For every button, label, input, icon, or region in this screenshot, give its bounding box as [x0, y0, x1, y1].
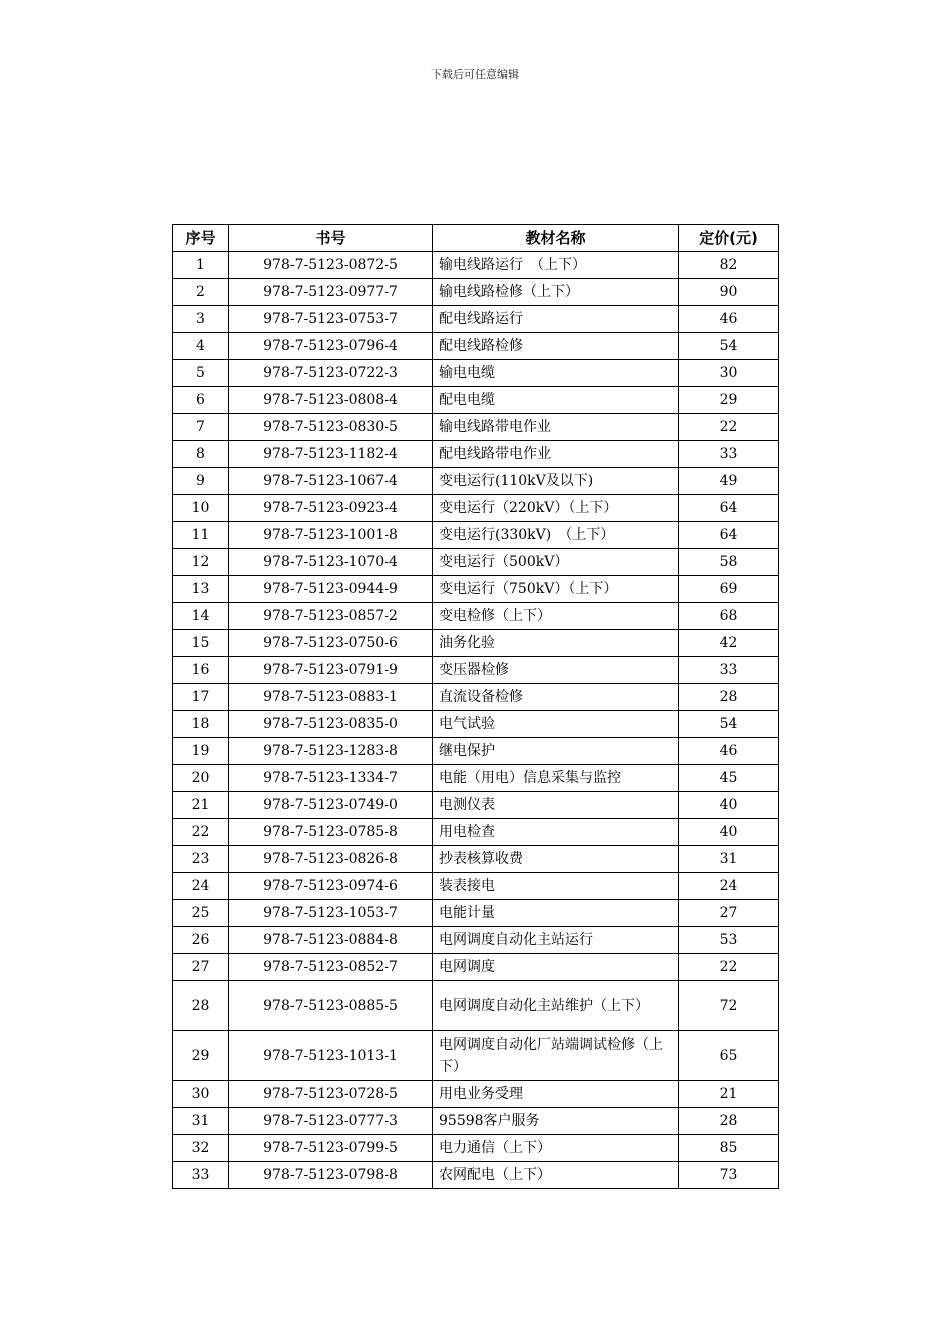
row-number: 5 [173, 360, 229, 387]
row-number: 23 [173, 846, 229, 873]
book-isbn: 978-7-5123-0884-8 [229, 927, 433, 954]
book-title: 电测仪表 [433, 792, 679, 819]
row-number: 21 [173, 792, 229, 819]
row-number: 7 [173, 414, 229, 441]
row-number: 15 [173, 630, 229, 657]
table-row [173, 819, 779, 846]
row-number: 27 [173, 954, 229, 981]
textbook-table [172, 224, 779, 1189]
book-price: 73 [679, 1162, 779, 1189]
book-isbn: 978-7-5123-0885-5 [229, 981, 433, 1031]
table-row [173, 387, 779, 414]
book-isbn: 978-7-5123-0944-9 [229, 576, 433, 603]
book-isbn: 978-7-5123-1001-8 [229, 522, 433, 549]
book-price: 58 [679, 549, 779, 576]
book-title: 装表接电 [433, 873, 679, 900]
book-price: 64 [679, 495, 779, 522]
page-header: 下载后可任意编辑 [431, 68, 519, 81]
row-number: 3 [173, 306, 229, 333]
row-number: 26 [173, 927, 229, 954]
table-row [173, 1031, 779, 1081]
book-isbn: 978-7-5123-0728-5 [229, 1081, 433, 1108]
row-number: 18 [173, 711, 229, 738]
book-price: 49 [679, 468, 779, 495]
book-price: 42 [679, 630, 779, 657]
book-price: 22 [679, 954, 779, 981]
row-number: 31 [173, 1108, 229, 1135]
table-row [173, 414, 779, 441]
book-title: 继电保护 [433, 738, 679, 765]
book-isbn: 978-7-5123-1334-7 [229, 765, 433, 792]
table-row [173, 873, 779, 900]
book-title: 配电线路检修 [433, 333, 679, 360]
book-isbn: 978-7-5123-0872-5 [229, 252, 433, 279]
table-row [173, 549, 779, 576]
book-isbn: 978-7-5123-0785-8 [229, 819, 433, 846]
book-price: 72 [679, 981, 779, 1031]
book-isbn: 978-7-5123-0977-7 [229, 279, 433, 306]
book-title: 变电运行（750kV）（上下） [433, 576, 679, 603]
table-row [173, 657, 779, 684]
book-isbn: 978-7-5123-0791-9 [229, 657, 433, 684]
table-row [173, 711, 779, 738]
book-title: 配电线路带电作业 [433, 441, 679, 468]
book-title: 配电线路运行 [433, 306, 679, 333]
book-isbn: 978-7-5123-0749-0 [229, 792, 433, 819]
row-number: 16 [173, 657, 229, 684]
column-header-price: 定价(元) [679, 225, 779, 252]
book-title: 输电线路检修（上下） [433, 279, 679, 306]
row-number: 12 [173, 549, 229, 576]
table-header-row [173, 225, 779, 252]
table-row [173, 279, 779, 306]
row-number: 10 [173, 495, 229, 522]
book-isbn: 978-7-5123-0974-6 [229, 873, 433, 900]
book-isbn: 978-7-5123-1013-1 [229, 1031, 433, 1081]
book-price: 28 [679, 1108, 779, 1135]
book-title: 配电电缆 [433, 387, 679, 414]
book-price: 46 [679, 738, 779, 765]
book-title: 电能（用电）信息采集与监控 [433, 765, 679, 792]
table-row [173, 576, 779, 603]
book-isbn: 978-7-5123-0798-8 [229, 1162, 433, 1189]
book-title: 电网调度自动化厂站端调试检修（上下） [433, 1031, 679, 1081]
table-row [173, 252, 779, 279]
book-isbn: 978-7-5123-0857-2 [229, 603, 433, 630]
book-price: 31 [679, 846, 779, 873]
book-price: 21 [679, 1081, 779, 1108]
book-price: 85 [679, 1135, 779, 1162]
row-number: 33 [173, 1162, 229, 1189]
row-number: 30 [173, 1081, 229, 1108]
book-title: 输电电缆 [433, 360, 679, 387]
book-price: 29 [679, 387, 779, 414]
row-number: 6 [173, 387, 229, 414]
table-row [173, 846, 779, 873]
book-title: 变电运行（220kV）（上下） [433, 495, 679, 522]
table-row [173, 738, 779, 765]
book-price: 24 [679, 873, 779, 900]
table-row [173, 792, 779, 819]
book-isbn: 978-7-5123-0826-8 [229, 846, 433, 873]
book-price: 30 [679, 360, 779, 387]
book-title: 电力通信（上下） [433, 1135, 679, 1162]
book-title: 变电运行(110kV及以下) [433, 468, 679, 495]
book-isbn: 978-7-5123-0923-4 [229, 495, 433, 522]
table-row [173, 1108, 779, 1135]
book-title: 变电运行（500kV） [433, 549, 679, 576]
table-body [173, 252, 779, 1189]
book-price: 33 [679, 657, 779, 684]
book-title: 电气试验 [433, 711, 679, 738]
book-title: 输电线路运行 （上下） [433, 252, 679, 279]
book-title: 变电运行(330kV) （上下） [433, 522, 679, 549]
table-row [173, 468, 779, 495]
book-title: 95598客户服务 [433, 1108, 679, 1135]
book-price: 45 [679, 765, 779, 792]
book-isbn: 978-7-5123-0852-7 [229, 954, 433, 981]
book-title: 农网配电（上下） [433, 1162, 679, 1189]
column-header-title: 教材名称 [433, 225, 679, 252]
book-title: 电网调度自动化主站运行 [433, 927, 679, 954]
book-isbn: 978-7-5123-1053-7 [229, 900, 433, 927]
table-row [173, 1135, 779, 1162]
book-title: 变电检修（上下） [433, 603, 679, 630]
row-number: 2 [173, 279, 229, 306]
row-number: 28 [173, 981, 229, 1031]
book-title: 用电业务受理 [433, 1081, 679, 1108]
table-row [173, 495, 779, 522]
book-title: 变压器检修 [433, 657, 679, 684]
book-price: 22 [679, 414, 779, 441]
book-title: 油务化验 [433, 630, 679, 657]
table-row [173, 927, 779, 954]
book-price: 65 [679, 1031, 779, 1081]
row-number: 9 [173, 468, 229, 495]
table-row [173, 603, 779, 630]
table-row [173, 765, 779, 792]
book-price: 53 [679, 927, 779, 954]
book-title: 直流设备检修 [433, 684, 679, 711]
book-isbn: 978-7-5123-1182-4 [229, 441, 433, 468]
table-row [173, 900, 779, 927]
row-number: 13 [173, 576, 229, 603]
row-number: 14 [173, 603, 229, 630]
table-row [173, 522, 779, 549]
table-row [173, 1162, 779, 1189]
book-isbn: 978-7-5123-1067-4 [229, 468, 433, 495]
book-price: 64 [679, 522, 779, 549]
table-row [173, 441, 779, 468]
table-row [173, 684, 779, 711]
book-price: 33 [679, 441, 779, 468]
table-row [173, 981, 779, 1031]
book-price: 27 [679, 900, 779, 927]
book-title: 电网调度 [433, 954, 679, 981]
book-isbn: 978-7-5123-0722-3 [229, 360, 433, 387]
book-title: 输电线路带电作业 [433, 414, 679, 441]
book-isbn: 978-7-5123-0835-0 [229, 711, 433, 738]
row-number: 1 [173, 252, 229, 279]
book-price: 54 [679, 711, 779, 738]
book-price: 54 [679, 333, 779, 360]
row-number: 11 [173, 522, 229, 549]
row-number: 20 [173, 765, 229, 792]
book-price: 68 [679, 603, 779, 630]
book-isbn: 978-7-5123-0830-5 [229, 414, 433, 441]
book-title: 电能计量 [433, 900, 679, 927]
book-price: 40 [679, 792, 779, 819]
book-isbn: 978-7-5123-0796-4 [229, 333, 433, 360]
book-isbn: 978-7-5123-0777-3 [229, 1108, 433, 1135]
row-number: 4 [173, 333, 229, 360]
row-number: 8 [173, 441, 229, 468]
row-number: 22 [173, 819, 229, 846]
book-isbn: 978-7-5123-0753-7 [229, 306, 433, 333]
book-title: 抄表核算收费 [433, 846, 679, 873]
table-row [173, 954, 779, 981]
book-isbn: 978-7-5123-0750-6 [229, 630, 433, 657]
row-number: 32 [173, 1135, 229, 1162]
book-price: 40 [679, 819, 779, 846]
row-number: 29 [173, 1031, 229, 1081]
row-number: 17 [173, 684, 229, 711]
book-title: 电网调度自动化主站维护（上下） [433, 981, 679, 1031]
row-number: 19 [173, 738, 229, 765]
table-row [173, 1081, 779, 1108]
book-isbn: 978-7-5123-0883-1 [229, 684, 433, 711]
book-price: 69 [679, 576, 779, 603]
book-price: 28 [679, 684, 779, 711]
table-row [173, 360, 779, 387]
table-row [173, 630, 779, 657]
book-isbn: 978-7-5123-1070-4 [229, 549, 433, 576]
book-isbn: 978-7-5123-1283-8 [229, 738, 433, 765]
table-row [173, 333, 779, 360]
book-isbn: 978-7-5123-0799-5 [229, 1135, 433, 1162]
column-header-no: 序号 [173, 225, 229, 252]
book-price: 46 [679, 306, 779, 333]
book-price: 82 [679, 252, 779, 279]
column-header-isbn: 书号 [229, 225, 433, 252]
row-number: 24 [173, 873, 229, 900]
book-price: 90 [679, 279, 779, 306]
book-title: 用电检查 [433, 819, 679, 846]
book-isbn: 978-7-5123-0808-4 [229, 387, 433, 414]
table-row [173, 306, 779, 333]
row-number: 25 [173, 900, 229, 927]
